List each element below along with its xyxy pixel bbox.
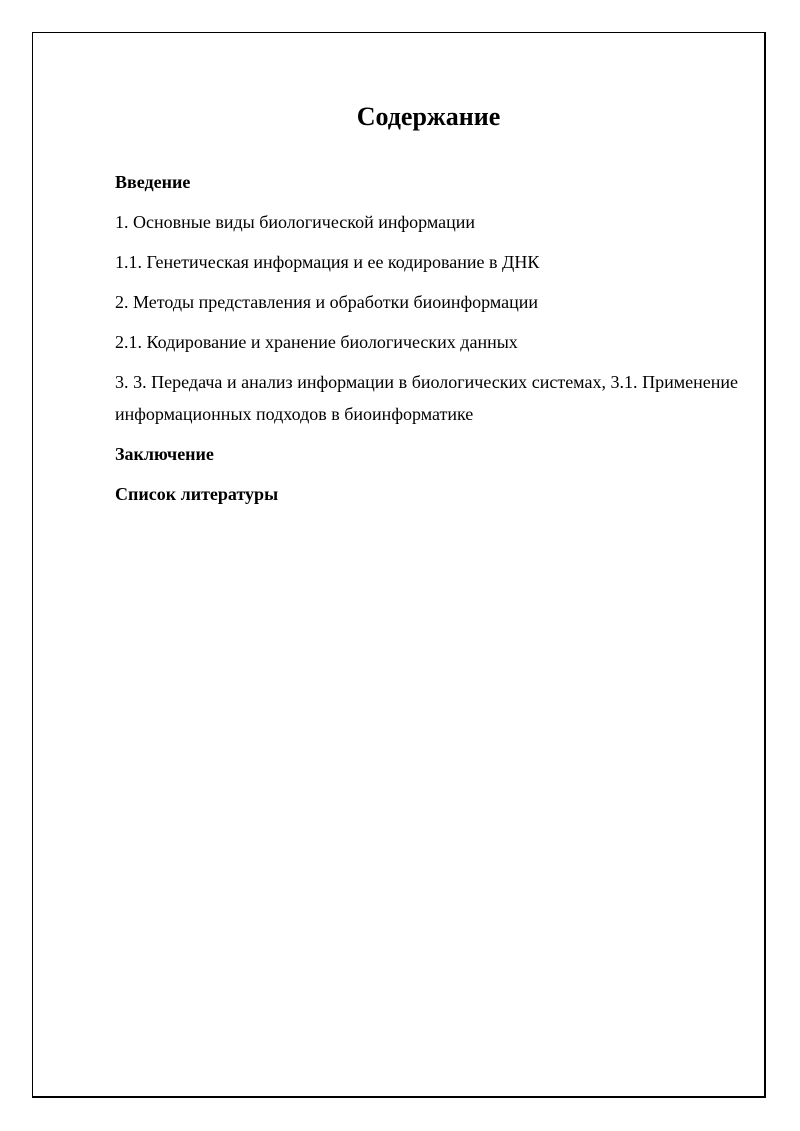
toc-item-introduction: Введение [115, 172, 191, 192]
toc-item-1: 1. Основные виды биологической информации [115, 212, 476, 232]
toc-item-2-1: 2.1. Кодирование и хранение биологических данных [115, 332, 518, 352]
toc-item-3: 3. 3. Передача и анализ информации в биологических системах, 3.1. Применение информационных подходов в биоинформатике [115, 372, 738, 424]
toc-item-conclusion: Заключение [115, 444, 214, 464]
toc-item-2: 2. Методы представления и обработки биоинформации [115, 292, 539, 312]
toc-item-references: Список литературы [115, 484, 279, 504]
page-title: Содержание [356, 102, 501, 131]
toc-item-1-1: 1.1. Генетическая информация и ее кодирование в ДНК [115, 252, 540, 272]
table-of-contents [115, 170, 738, 522]
